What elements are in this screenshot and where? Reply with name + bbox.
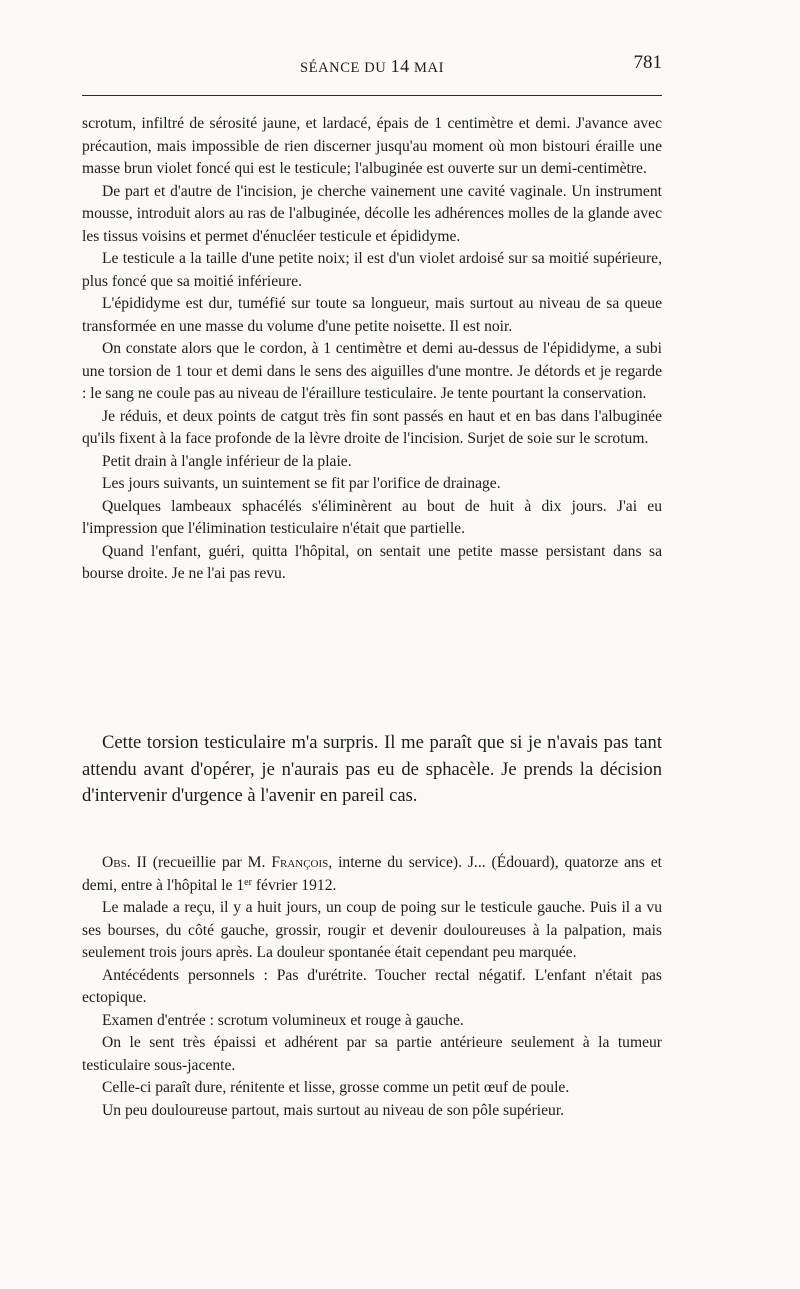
author-comment: [82, 730, 662, 810]
observer-name: François: [271, 854, 329, 871]
paragraph: Examen d'entrée : scrotum volumineux et rouge à gauche.: [102, 1011, 464, 1029]
paragraph: Je réduis, et deux points de catgut très fin sont passés en haut et en bas dans l'albuginée qu'ils fixent à la face profonde de la lèvre droite de l'incision. Surjet de soie sur le scrotum.: [82, 407, 662, 447]
observation-heading: Obs. II (recueillie par M. François, interne du service). J... (Édouard), quatorze ans et demi, entre à l'hôpital le 1er février 1912.: [82, 854, 662, 894]
paragraph: Les jours suivants, un suintement se fit par l'orifice de drainage.: [102, 475, 501, 492]
running-title-day: 14: [390, 56, 410, 76]
running-title: [82, 56, 662, 77]
paragraph: Un peu douloureuse partout, mais surtout au niveau de son pôle supérieur.: [102, 1101, 565, 1119]
paragraph: Antécédents personnels : Pas d'urétrite. Toucher rectal négatif. L'enfant n'était pas ectopique.: [82, 966, 662, 1006]
paragraph: Petit drain à l'angle inférieur de la plaie.: [102, 452, 352, 470]
comment-paragraph: Cette torsion testiculaire m'a surpris. Il me paraît que si je n'avais pas tant attendu avant d'opérer, je n'aurais pas eu de sphacèle. Je prends la décision d'intervenir d'urgence à l'avenir en pareil cas.: [82, 732, 662, 806]
running-header: [82, 50, 662, 80]
paragraph: L'épididyme est dur, tuméfié sur toute sa longueur, mais surtout au niveau de sa queue transformée en une masse du volume d'une petite noisette. Il est noir.: [82, 295, 662, 335]
paragraph: De part et d'autre de l'incision, je cherche vainement une cavité vaginale. Un instrument mousse, introduit alors au ras de l'albuginée, décolle les adhérences molles de la glande avec les tissus voisins et permet d'énucléer testicule et épididyme.: [82, 182, 662, 245]
observation-label: Obs. II: [102, 854, 147, 871]
paragraph: On constate alors que le cordon, à 1 centimètre et demi au-dessus de l'épididyme, a subi une torsion de 1 tour et demi dans le sens des aiguilles d'une montre. Je détords et je regarde : le sang ne coule pas au niveau de l'éraillure testiculaire. Je tente pourtant la conservation.: [82, 340, 662, 402]
case-narrative: [82, 113, 662, 586]
observation-2: [82, 852, 662, 1122]
paragraph: On le sent très épaissi et adhérent par sa partie antérieure seulement à la tumeur testiculaire sous-jacente.: [82, 1034, 662, 1074]
running-title-pre: SÉANCE DU: [299, 60, 391, 76]
paragraph: Quand l'enfant, guéri, quitta l'hôpital, on sentait une petite masse persistant dans sa bourse droite. Je ne l'ai pas revu.: [82, 542, 662, 582]
paragraph: Celle-ci paraît dure, rénitente et lisse, grosse comme un petit œuf de poule.: [102, 1079, 570, 1096]
paragraph: Le malade a reçu, il y a huit jours, un coup de poing sur le testicule gauche. Puis il a vu ses bourses, du côté gauche, grossir, rougir et devenir douloureuses à la palpation, mais seulement trois jours après. La douleur spontanée était cependant peu marquée.: [82, 899, 662, 961]
paragraph: Quelques lambeaux sphacélés s'éliminèrent au bout de huit à dix jours. J'ai eu l'impression que l'élimination testiculaire n'était que partielle.: [82, 497, 662, 537]
paragraph: Le testicule a la taille d'une petite noix; il est d'un violet ardoisé sur sa moitié supérieure, plus foncé que sa moitié inférieure.: [82, 250, 662, 290]
page-number: 781: [633, 52, 662, 73]
header-rule: [82, 95, 662, 96]
running-title-month: MAI: [409, 60, 444, 76]
paragraph: scrotum, infiltré de sérosité jaune, et lardacé, épais de 1 centimètre et demi. J'avance avec précaution, mais impossible de rien discerner jusqu'au moment où mon bistouri éraille une masse brun violet foncé qui est le testicule; l'albuginée est ouverte sur un demi-centimètre.: [82, 115, 662, 177]
